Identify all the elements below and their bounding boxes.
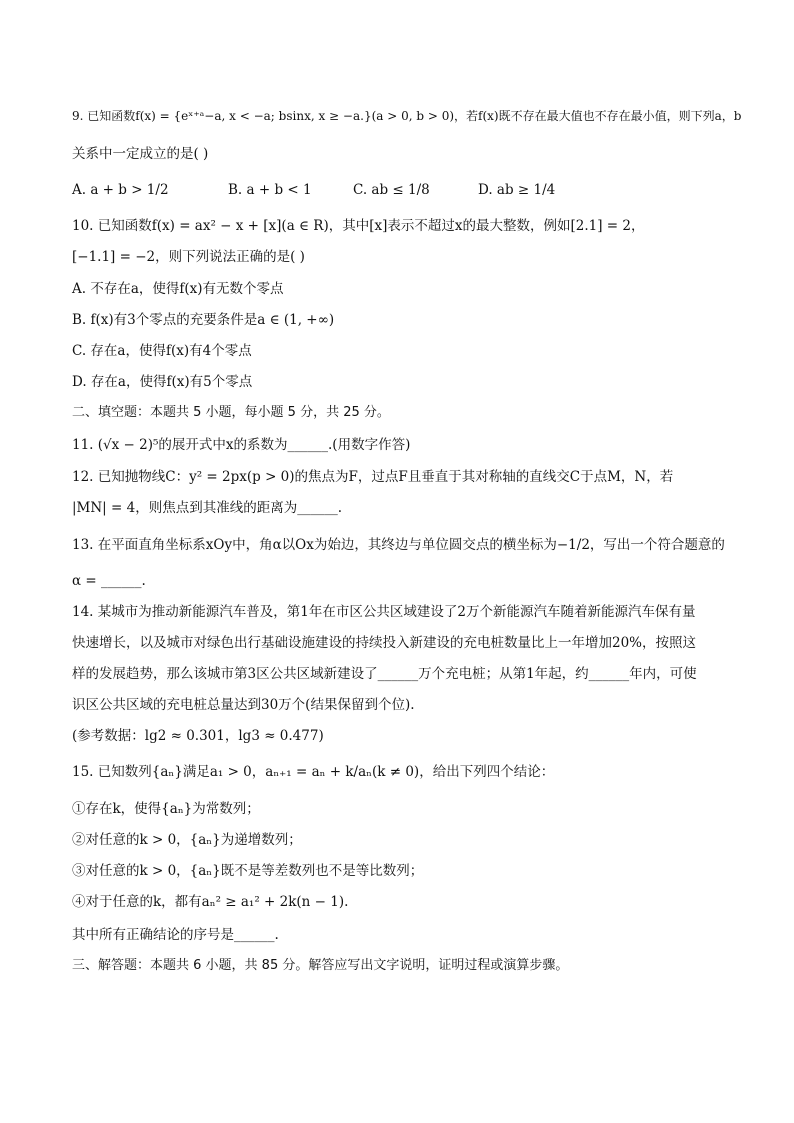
q15-last-line: 其中所有正确结论的序号是______. [72,927,279,943]
q12-line2: |MN| = 4，则焦点到其准线的距离为______. [72,500,343,516]
q15-item-4: ④对于任意的k，都有aₙ² ≥ a₁² + 2k(n − 1). [72,894,349,910]
q11-line: 11. (√x − 2)⁵的展开式中x的系数为______.(用数字作答) [72,437,411,453]
q12-line1: 12. 已知抛物线C：y² = 2px(p > 0)的焦点为F，过点F且垂直于其对称轴的直线交C于点M，N，若 [72,469,674,485]
q15-item-3: ③对任意的k > 0，{aₙ}既不是等差数列也不是等比数列； [72,863,424,879]
q14-line3: 样的发展趋势，那么该城市第3区公共区域新建设了______万个充电桩；从第1年起，约______年内，可使 [72,666,697,682]
q10-option-d: D. 存在a，使得f(x)有5个零点 [72,374,253,390]
q15-line1: 15. 已知数列{aₙ}满足a₁ > 0，aₙ₊₁ = aₙ + k/aₙ(k ≠ 0)，给出下列四个结论： [72,764,555,780]
q13-line1: 13. 在平面直角坐标系xOy中，角α以Ox为始边，其终边与单位圆交点的横坐标为−1/2，写出一个符合题意的 [72,537,725,553]
q9-option-b: B. a + b < 1 [228,182,312,198]
q14-reference-data: (参考数据：lg2 ≈ 0.301，lg3 ≈ 0.477) [72,728,324,744]
section-3-heading: 三、解答题：本题共 6 小题，共 85 分。解答应写出文字说明，证明过程或演算步骤。 [72,958,569,973]
q9-option-d: D. ab ≥ 1/4 [478,182,556,198]
q14-line4: 识区公共区域的充电桩总量达到30万个(结果保留到个位). [72,697,415,713]
q14-line1: 14. 某城市为推动新能源汽车普及，第1年在市区公共区域建设了2万个新能源汽车随着新能源汽车保有量 [72,604,696,620]
q13-line2: α = ______. [72,573,146,589]
q9-line1: 9. 已知函数f(x) = {eˣ⁺ᵃ−a, x < −a; bsinx, x ≥ −a.}(a > 0, b > 0)，若f(x)既不存在最大值也不存在最小值，则下列a，b [72,109,742,123]
q10-option-b: B. f(x)有3个零点的充要条件是a ∈ (1, +∞) [72,312,335,328]
q10-option-c: C. 存在a，使得f(x)有4个零点 [72,343,252,359]
section-2-heading: 二、填空题：本题共 5 小题，每小题 5 分，共 25 分。 [72,405,390,420]
q14-line2: 快速增长，以及城市对绿色出行基础设施建设的持续投入新建设的充电桩数量比上一年增加20%，按照这 [72,635,697,651]
q15-item-2: ②对任意的k > 0，{aₙ}为递增数列； [72,832,302,848]
q10-line1: 10. 已知函数f(x) = ax² − x + [x](a ∈ R)，其中[x]表示不超过x的最大整数，例如[2.1] = 2， [72,218,645,234]
q15-item-1: ①存在k，使得{aₙ}为常数列； [72,801,260,817]
q9-option-a: A. a + b > 1/2 [72,182,169,198]
q10-line2: [−1.1] = −2，则下列说法正确的是( ) [72,249,305,265]
q10-option-a: A. 不存在a，使得f(x)有无数个零点 [72,281,284,297]
q9-line2: 关系中一定成立的是( ) [72,146,209,162]
q9-option-c: C. ab ≤ 1/8 [353,182,430,198]
